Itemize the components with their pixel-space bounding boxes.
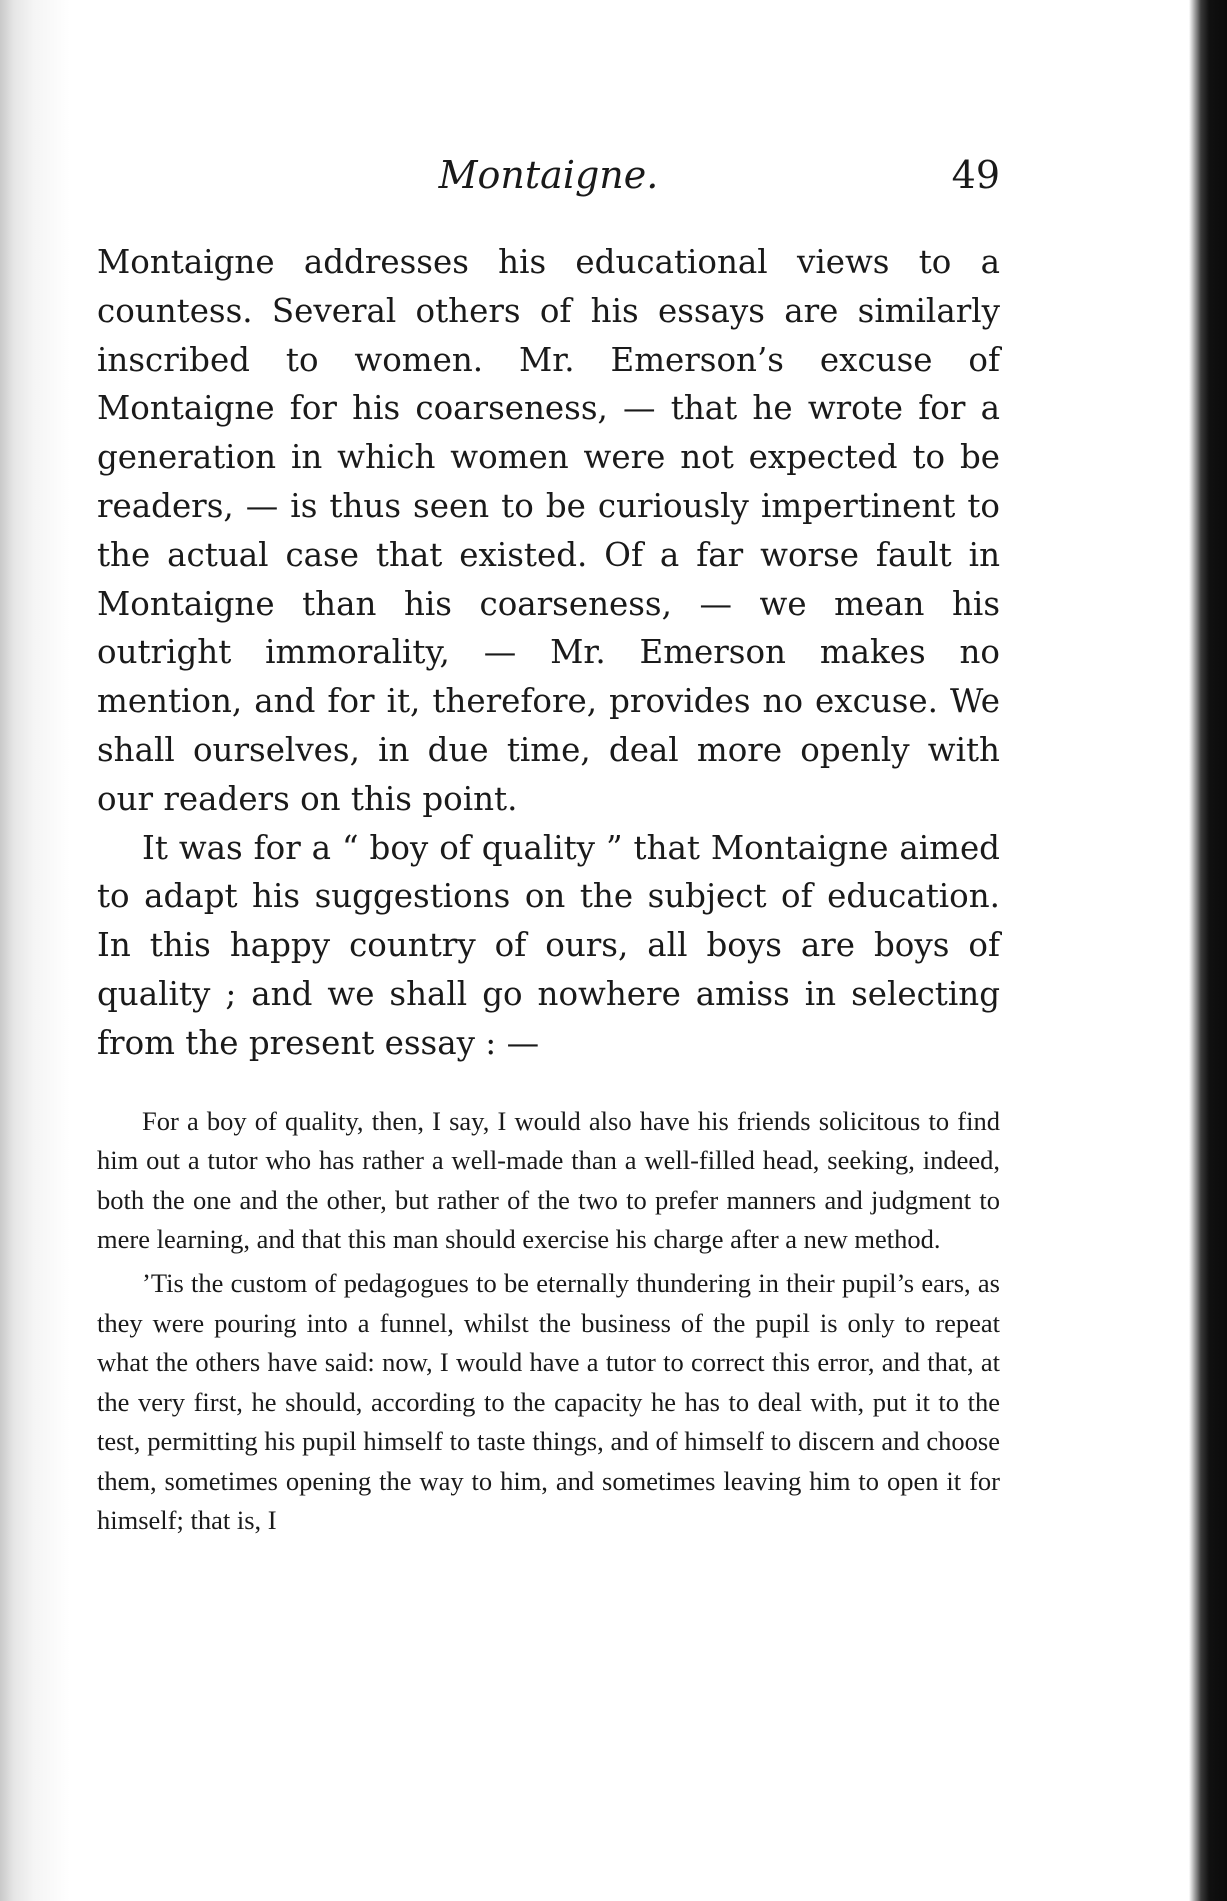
body-text (97, 238, 1000, 1541)
quotation-paragraph: For a boy of quality, then, I say, I would also have his friends solicitous to find him out a tutor who has rather a well-made than a well-filled head, seeking, indeed, both the one and the other, but rather of the two to prefer manners and judgment to mere learning, and that this man should exercise his charge after a new method. (97, 1105, 1000, 1255)
running-title: Montaigne. (438, 153, 659, 197)
paragraph: It was for a “ boy of quality ” that Montaigne aimed to adapt his suggestions on the subject of education. In this happy country of ours, all boys are boys of quality ; and we shall go nowhere amiss in selecting from the present essay : — (97, 828, 1000, 1062)
running-head (97, 150, 1000, 200)
quotation-paragraph: ’Tis the custom of pedagogues to be eternally thundering in their pupil’s ears, as they were pouring into a funnel, whilst the business of the pupil is only to repeat what the others have said: now, I would have a tutor to correct this error, and that, at the very first, he should, according to the capacity he has to deal with, put it to the test, permitting his pupil himself to taste things, and of himself to discern and choose them, sometimes opening the way to him, and sometimes leaving him to open it for himself; that is, I (97, 1267, 1000, 1536)
block-quotation (97, 1102, 1000, 1542)
page-number: 49 (951, 153, 1000, 197)
scan-edge-shadow (1189, 0, 1227, 1901)
paragraph: Montaigne addresses his educational views to a countess. Several others of his essays are similarly inscribed to women. Mr. Emerson’s excuse of Montaigne for his coarseness, — that he wrote for a generation in which women were not expected to be readers, — is thus seen to be curiously impertinent to the actual case that existed. Of a far worse fault in Montaigne than his coarseness, — we mean his outright immorality, — Mr. Emerson makes no mention, and for it, therefore, provides no excuse. We shall ourselves, in due time, deal more openly with our readers on this point. (97, 243, 1000, 818)
binding-edge-shadow (0, 0, 70, 1901)
